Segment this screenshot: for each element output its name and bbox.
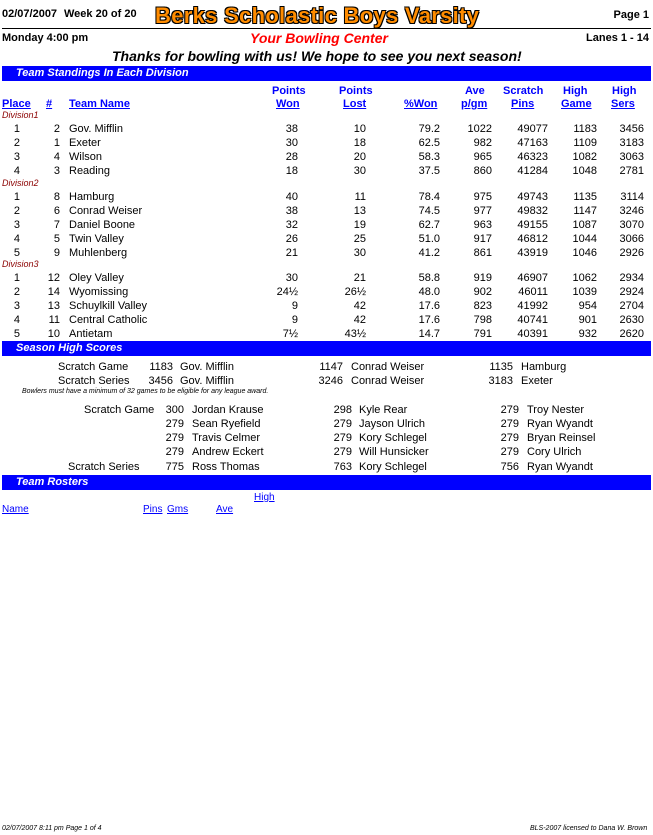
high-score: 1147 <box>319 361 343 373</box>
points-won: 40 <box>285 191 298 203</box>
bowler-name: Will Hunsicker <box>359 446 429 458</box>
bowler-name: Jayson Ulrich <box>359 418 426 430</box>
bowler-name: Kory Schlegel <box>359 461 427 473</box>
standings-row <box>0 313 653 327</box>
standings-row <box>0 232 653 246</box>
average: 1022 <box>467 123 492 135</box>
team-name: Reading <box>69 165 110 177</box>
bowler-name: Travis Celmer <box>192 432 261 444</box>
high-score: 1183 <box>149 361 173 373</box>
points-lost: 20 <box>353 151 366 163</box>
team-name: Gov. Mifflin <box>69 123 123 135</box>
team-name: Exeter <box>69 137 101 149</box>
standings-row <box>0 271 653 285</box>
lanes: Lanes 1 - 14 <box>586 32 649 44</box>
scratch-pins: 46812 <box>517 233 548 245</box>
average: 977 <box>473 205 492 217</box>
team-number: 5 <box>53 233 60 245</box>
average: 823 <box>473 300 492 312</box>
team-number: 6 <box>53 205 60 217</box>
bowler-name: Sean Ryefield <box>192 418 261 430</box>
rosters-section-bar <box>2 475 651 490</box>
high-game: 1046 <box>572 247 597 259</box>
pct-won: 17.6 <box>418 300 440 312</box>
scratch-pins: 49743 <box>517 191 548 203</box>
pct-won: 14.7 <box>418 328 440 340</box>
team-number: 1 <box>53 137 60 149</box>
pct-won: 37.5 <box>418 165 440 177</box>
pct-won: 79.2 <box>418 123 440 135</box>
points-lost: 26½ <box>344 286 366 298</box>
high-series: 3066 <box>619 233 644 245</box>
high-scores-section-title: Season High Scores <box>16 342 123 354</box>
place: 4 <box>13 314 20 326</box>
points-won: 9 <box>291 314 298 326</box>
pct-won: 17.6 <box>418 314 440 326</box>
standings-row <box>0 204 653 218</box>
points-lost: 30 <box>353 165 366 177</box>
high-score: 763 <box>333 461 352 473</box>
team-number: 4 <box>53 151 60 163</box>
col-scratch-pins-1: Scratch <box>503 85 544 97</box>
points-lost: 19 <box>353 219 366 231</box>
standings-row <box>0 299 653 313</box>
place: 2 <box>13 205 20 217</box>
high-score: 3246 <box>318 375 343 387</box>
points-lost: 10 <box>353 123 366 135</box>
high-series: 3114 <box>620 191 644 203</box>
division-label: Division3 <box>2 259 39 269</box>
high-series: 3063 <box>619 151 644 163</box>
header-divider <box>2 28 651 29</box>
col-points-lost-1: Points <box>339 85 373 97</box>
pct-won: 62.7 <box>418 219 440 231</box>
points-won: 26 <box>285 233 298 245</box>
scratch-pins: 43919 <box>517 247 548 259</box>
scratch-pins: 40391 <box>517 328 548 340</box>
high-series: 3456 <box>619 123 644 135</box>
pct-won: 48.0 <box>418 286 440 298</box>
standings-row <box>0 190 653 204</box>
average: 902 <box>473 286 492 298</box>
division-label: Division2 <box>2 178 39 188</box>
high-game: 1135 <box>573 191 597 203</box>
division-label: Division1 <box>2 110 39 120</box>
standings-row <box>0 218 653 232</box>
bowler-name: Andrew Eckert <box>192 446 264 458</box>
high-game: 1109 <box>573 137 597 149</box>
high-score: 3183 <box>488 375 513 387</box>
place: 2 <box>13 286 20 298</box>
individual-high-game-row <box>0 417 653 431</box>
high-score: 279 <box>500 446 519 458</box>
team-name: Twin Valley <box>69 233 124 245</box>
standings-row <box>0 150 653 164</box>
roster-col-pins: Pins <box>143 504 163 515</box>
team-number: 3 <box>53 165 60 177</box>
standings-section-bar <box>2 66 651 81</box>
team-number: 8 <box>53 191 60 203</box>
report-date: 02/07/2007 <box>2 8 58 20</box>
points-lost: 13 <box>353 205 366 217</box>
individual-high-series-row <box>0 460 653 474</box>
col-points-won-1: Points <box>272 85 306 97</box>
team-name: Central Catholic <box>69 314 148 326</box>
high-score: 775 <box>165 461 184 473</box>
team-number: 14 <box>47 286 60 298</box>
team-name: Conrad Weiser <box>351 375 425 387</box>
high-game: 1062 <box>572 272 597 284</box>
points-lost: 42 <box>353 300 366 312</box>
high-game: 1087 <box>572 219 597 231</box>
high-series: 3246 <box>619 205 644 217</box>
high-series: 3183 <box>619 137 644 149</box>
points-won: 7½ <box>282 328 298 340</box>
high-game: 901 <box>578 314 597 326</box>
col-scratch-pins-2: Pins <box>511 98 535 110</box>
high-series: 2926 <box>619 247 644 259</box>
high-score: 279 <box>165 418 184 430</box>
team-high-game-label: Scratch Game <box>58 361 129 373</box>
league-title: Berks Scholastic Boys Varsity <box>155 3 480 28</box>
day-time: Monday 4:00 pm <box>2 32 89 44</box>
standings-row <box>0 164 653 178</box>
scratch-pins: 47163 <box>517 137 548 149</box>
average: 963 <box>473 219 492 231</box>
col-high-series-1: High <box>612 85 637 97</box>
team-number: 12 <box>47 272 60 284</box>
high-series: 2924 <box>619 286 644 298</box>
standings-row <box>0 136 653 150</box>
average: 860 <box>473 165 492 177</box>
team-number: 11 <box>48 314 60 326</box>
points-lost: 21 <box>353 272 366 284</box>
place: 4 <box>13 233 20 245</box>
pct-won: 51.0 <box>418 233 440 245</box>
standings-row <box>0 246 653 260</box>
high-score: 279 <box>165 446 184 458</box>
average: 919 <box>473 272 492 284</box>
col-pct-won: %Won <box>404 98 438 110</box>
team-name: Antietam <box>69 328 113 340</box>
col-team-name: Team Name <box>69 98 130 110</box>
standings-section-title: Team Standings In Each Division <box>16 67 189 79</box>
high-series: 2704 <box>619 300 644 312</box>
team-name: Schuylkill Valley <box>69 300 148 312</box>
team-number: 7 <box>53 219 60 231</box>
points-lost: 30 <box>353 247 366 259</box>
average: 965 <box>473 151 492 163</box>
center-name: Your Bowling Center <box>250 30 388 46</box>
team-number: 9 <box>53 247 60 259</box>
high-game: 1147 <box>573 205 597 217</box>
team-number: 2 <box>53 123 60 135</box>
high-series: 2630 <box>619 314 644 326</box>
team-name: Exeter <box>521 375 553 387</box>
pct-won: 62.5 <box>418 137 440 149</box>
col-high-game-2: Game <box>561 98 592 110</box>
individual-high-game-label: Scratch Game <box>84 404 155 416</box>
high-series: 2934 <box>619 272 644 284</box>
scratch-pins: 46323 <box>517 151 548 163</box>
team-high-series-label: Scratch Series <box>58 375 130 387</box>
high-scores-section-bar <box>2 341 651 356</box>
standings-row <box>0 285 653 299</box>
roster-col-high-game-1: High <box>254 492 275 503</box>
average: 982 <box>473 137 492 149</box>
scratch-pins: 40741 <box>517 314 548 326</box>
pct-won: 58.8 <box>418 272 440 284</box>
place: 3 <box>13 300 20 312</box>
footer-license: BLS-2007 licensed to Dana W. Brown <box>530 825 648 832</box>
high-score: 279 <box>333 446 352 458</box>
points-won: 30 <box>285 272 298 284</box>
team-name: Hamburg <box>521 361 567 373</box>
team-high-series-row <box>0 374 653 388</box>
place: 3 <box>13 151 20 163</box>
high-score: 300 <box>165 404 184 416</box>
col-points-won-2: Won <box>276 98 300 110</box>
individual-high-series-label: Scratch Series <box>68 461 140 473</box>
col-place: Place <box>2 98 31 110</box>
bowler-name: Cory Ulrich <box>527 446 582 458</box>
team-name: Hamburg <box>69 191 115 203</box>
roster-col-games: Gms <box>167 504 189 515</box>
place: 1 <box>13 191 20 203</box>
average: 917 <box>473 233 492 245</box>
individual-high-game-row <box>0 403 653 417</box>
pct-won: 74.5 <box>418 205 440 217</box>
high-game: 932 <box>578 328 597 340</box>
high-score: 279 <box>500 404 519 416</box>
average: 798 <box>473 314 492 326</box>
high-score: 298 <box>333 404 352 416</box>
scratch-pins: 41992 <box>517 300 548 312</box>
col-high-series-2: Sers <box>611 98 635 110</box>
bowler-name: Ryan Wyandt <box>527 418 593 430</box>
high-game: 1039 <box>572 286 597 298</box>
average: 791 <box>473 328 492 340</box>
high-game: 1183 <box>573 123 597 135</box>
roster-col-name: Name <box>2 504 29 515</box>
team-high-game-row <box>0 360 653 374</box>
high-game: 954 <box>578 300 597 312</box>
points-won: 18 <box>285 165 298 177</box>
high-game: 1044 <box>572 233 597 245</box>
bowler-name: Jordan Krause <box>192 404 264 416</box>
place: 5 <box>13 247 20 259</box>
points-won: 38 <box>285 205 298 217</box>
pct-won: 58.3 <box>418 151 440 163</box>
team-name: Gov. Mifflin <box>180 375 234 387</box>
scratch-pins: 49077 <box>517 123 548 135</box>
roster-col-average: Ave <box>216 504 234 515</box>
standings-row <box>0 327 653 341</box>
high-score: 3456 <box>148 375 173 387</box>
team-name: Daniel Boone <box>69 219 136 231</box>
points-won: 30 <box>285 137 298 149</box>
high-score: 1135 <box>489 361 513 373</box>
points-won: 9 <box>291 300 298 312</box>
scratch-pins: 46011 <box>518 286 548 298</box>
points-won: 21 <box>285 247 298 259</box>
points-lost: 25 <box>353 233 366 245</box>
team-name: Wilson <box>69 151 103 163</box>
high-score: 279 <box>165 432 184 444</box>
week-label: Week 20 of 20 <box>64 8 137 20</box>
average: 861 <box>473 247 492 259</box>
bowler-name: Kory Schlegel <box>359 432 427 444</box>
col-number: # <box>46 98 53 110</box>
place: 5 <box>13 328 20 340</box>
individual-high-game-row <box>0 445 653 459</box>
high-score: 756 <box>500 461 519 473</box>
team-name: Oley Valley <box>69 272 124 284</box>
individual-high-game-row <box>0 431 653 445</box>
high-score: 279 <box>500 418 519 430</box>
team-name: Conrad Weiser <box>351 361 425 373</box>
place: 1 <box>13 123 20 135</box>
high-game: 1082 <box>572 151 597 163</box>
place: 3 <box>13 219 20 231</box>
bowler-name: Kyle Rear <box>359 404 408 416</box>
team-number: 10 <box>47 328 60 340</box>
thanks-message: Thanks for bowling with us! We hope to see you next season! <box>112 48 522 64</box>
points-won: 24½ <box>276 286 298 298</box>
place: 2 <box>13 137 20 149</box>
page-number: Page 1 <box>613 9 649 21</box>
high-series: 3070 <box>619 219 644 231</box>
scratch-pins: 49832 <box>517 205 548 217</box>
col-high-game-1: High <box>563 85 588 97</box>
points-won: 28 <box>285 151 298 163</box>
team-name: Muhlenberg <box>69 247 128 259</box>
high-score: 279 <box>333 418 352 430</box>
team-name: Wyomissing <box>69 286 129 298</box>
pct-won: 78.4 <box>418 191 440 203</box>
scratch-pins: 46907 <box>517 272 548 284</box>
points-won: 38 <box>285 123 298 135</box>
place: 4 <box>13 165 20 177</box>
rosters-section-title: Team Rosters <box>16 476 89 488</box>
col-points-lost-2: Lost <box>343 98 367 110</box>
team-name: Gov. Mifflin <box>180 361 234 373</box>
points-lost: 18 <box>353 137 366 149</box>
points-lost: 11 <box>354 191 366 203</box>
col-ave-1: Ave <box>465 85 485 97</box>
scratch-pins: 41284 <box>517 165 548 177</box>
pct-won: 41.2 <box>418 247 440 259</box>
high-score: 279 <box>500 432 519 444</box>
high-score: 279 <box>333 432 352 444</box>
high-series: 2781 <box>619 165 644 177</box>
eligibility-note: Bowlers must have a minimum of 32 games to be eligible for any league award. <box>22 388 269 395</box>
bowler-name: Troy Nester <box>527 404 585 416</box>
team-name: Conrad Weiser <box>69 205 143 217</box>
team-number: 13 <box>47 300 60 312</box>
high-series: 2620 <box>619 328 644 340</box>
average: 975 <box>473 191 492 203</box>
standings-row <box>0 122 653 136</box>
scratch-pins: 49155 <box>517 219 548 231</box>
points-lost: 42 <box>353 314 366 326</box>
high-game: 1048 <box>572 165 597 177</box>
bowler-name: Ross Thomas <box>192 461 260 473</box>
bowler-name: Bryan Reinsel <box>527 432 596 444</box>
bowler-name: Ryan Wyandt <box>527 461 593 473</box>
footer-printed: 02/07/2007 8:11 pm Page 1 of 4 <box>2 825 102 832</box>
points-won: 32 <box>285 219 298 231</box>
col-ave-2: p/gm <box>461 98 488 110</box>
place: 1 <box>13 272 20 284</box>
points-lost: 43½ <box>344 328 366 340</box>
